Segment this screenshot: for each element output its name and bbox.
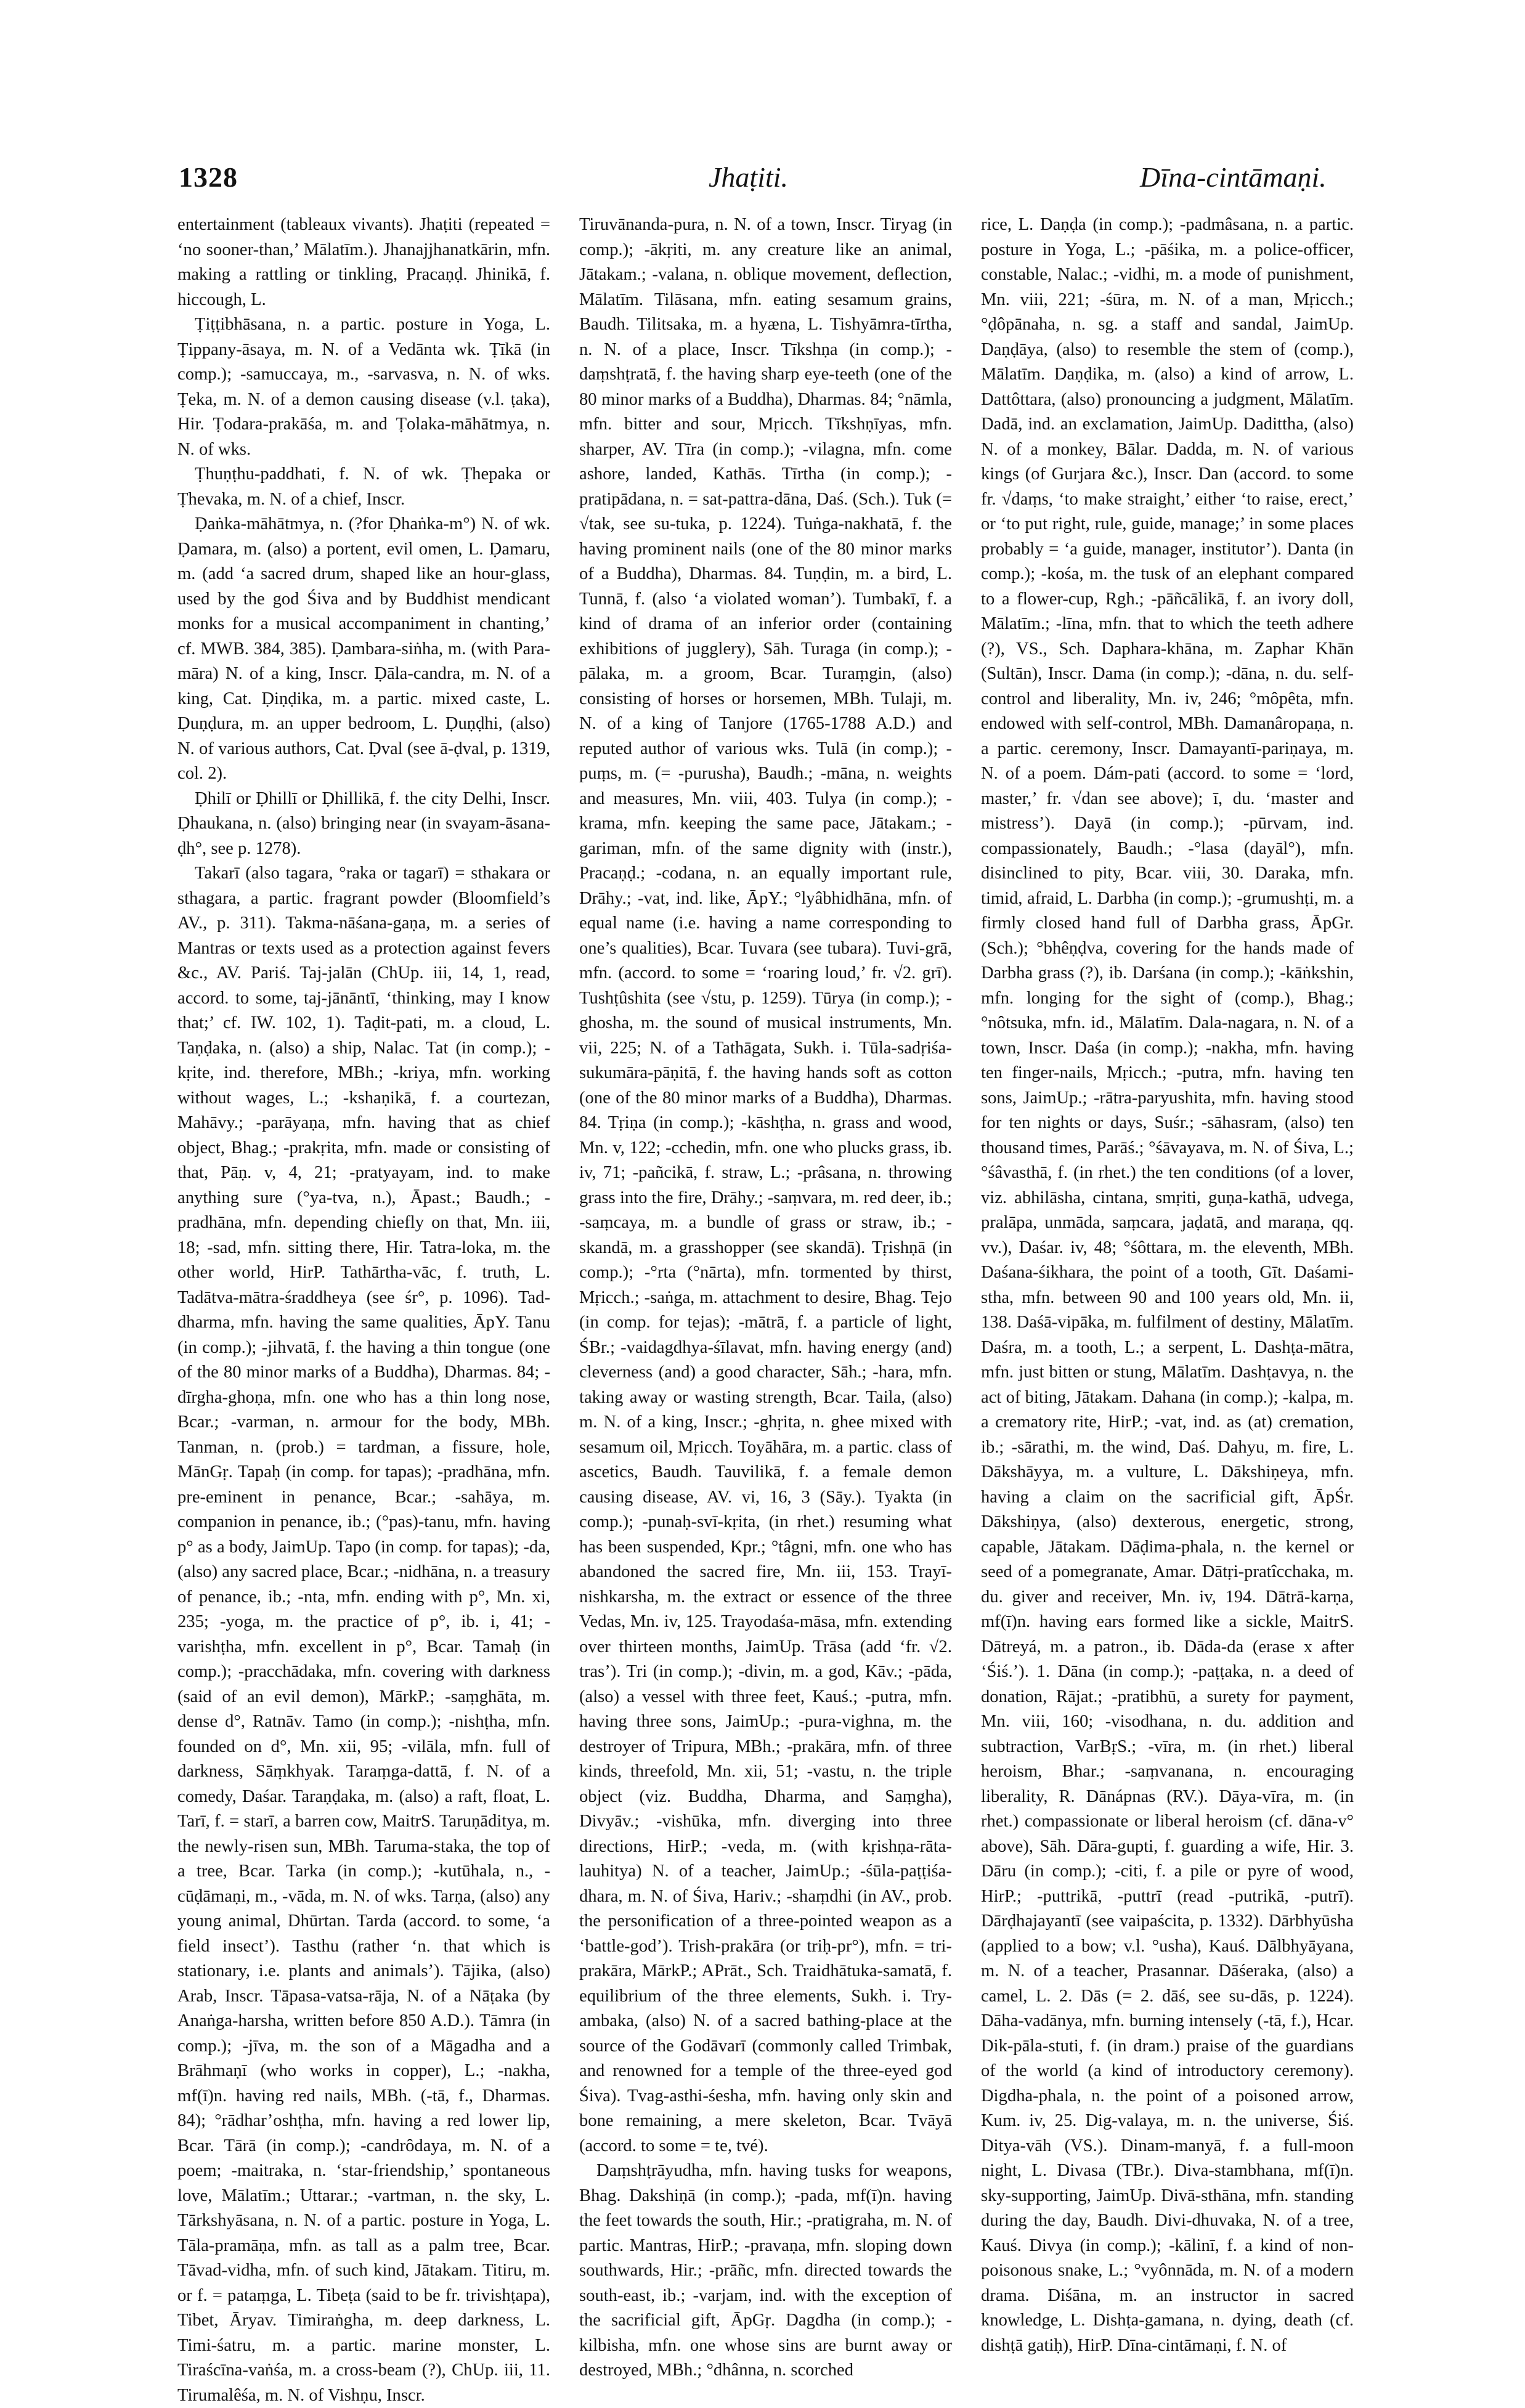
text-column-3	[981, 213, 1354, 2355]
page-number: 1328	[179, 161, 238, 193]
entry-paragraph: Ṭhuṇṭhu-paddhati, f. N. of wk. Ṭhepaka or Ṭhevaka, m. N. of a chief, Inscr.	[177, 464, 550, 509]
entry-paragraph: entertainment (tableaux vivants). Jhaṭiti (repeated = ‘no sooner-than,’ Mālatīm.). Jhanajjhanatkārin, mfn. making a rattling or tinkling, Pracaṇḍ. Jhinikā, f. hiccough, L.	[177, 215, 550, 309]
entry-paragraph: rice, L. Daṇḍa (in comp.); -padmâsana, n. a partic. posture in Yoga, L.; -pāśika, m. a police-officer, constable, Nalac.; -vidhi, m. a mode of punishment, Mn. viii, 221; -śūra, m. N. of a man, Mṛicch.; °ḍôpānaha, n. sg. a staff and sandal, JaimUp. Daṇḍāya, (also) to resemble the stem of (comp.), Mālatīm. Daṇḍika, m. (also) a kind of arrow, L. Dattôttara, (also) pronouncing a judgment, Mālatīm. Dadā, ind. an exclamation, JaimUp. Dadittha, (also) N. of a monkey, Bālar. Dadda, m. N. of various kings (of Gurjara &c.), Inscr. Dan (accord. to some fr. √daṃs, ‘to make straight,’ either ‘to raise, erect,’ or ‘to put right, rule, guide, manage;’ in some places probably = ‘a guide, manager, institutor’). Danta (in comp.); -kośa, m. the tusk of an elephant compared to a flower-cup, Rgh.; -pāñcālikā, f. an ivory doll, Mālatīm.; -līna, mfn. that to which the teeth adhere (?), VS., Sch. Daphara-khāna, m. Zaphar Khān (Sultān), Inscr. Dama (in comp.); -dāna, n. du. self-control and liberality, Mn. iv, 246; °môpêta, mfn. endowed with self-control, MBh. Damanâropaṇa, n. a partic. ceremony, Inscr. Damayantī-pariṇaya, m. N. of a poem. Dám-pati (accord. to some = ‘lord, master,’ fr. √dan see above); ī, du. ‘master and mistress’). Dayā (in comp.); -pūrvam, ind. compassionately, Baudh.; -°lasa (dayāl°), mfn. disinclined to pity, Bcar. viii, 30. Daraka, mfn. timid, afraid, L. Darbha (in comp.); -grumushṭi, m. a firmly closed hand full of Darbha grass, ĀpGr. (Sch.); °bhêṇḍva, covering for the hands made of Darbha grass (?), ib. Darśana (in comp.); -kāṅkshin, mfn. longing for the sight of (comp.), Bhag.; °nôtsuka, mfn. id., Mālatīm. Dala-nagara, n. N. of a town, Inscr. Daśa (in comp.); -nakha, mfn. having ten finger-nails, Mṛicch.; -putra, mfn. having ten sons, JaimUp.; -rātra-paryushita, mfn. having stood for ten nights or days, Suśr.; -sāhasram, (also) ten thousand times, Parāś.; °śāvayava, m. N. of Śiva, L.; °śâvasthā, f. (in rhet.) the ten conditions (of a lover, viz. abhilāsha, cintana, smṛiti, guṇa-kathā, udvega, pralāpa, unmāda, saṃcara, jaḍatā, and maraṇa, qq. vv.), Daśar. iv, 48; °śôttara, m. the eleventh, MBh. Daśana-śikhara, the point of a tooth, Gīt. Daśami-stha, mfn. between 90 and 100 years old, Mn. ii, 138. Daśā-vipāka, m. fulfilment of destiny, Mālatīm. Daśra, m. a tooth, L.; a serpent, L. Dashṭa-mātra, mfn. just bitten or stung, Mālatīm. Dashṭavya, n. the act of biting, Jātakam. Dahana (in comp.); -kalpa, m. a crematory rite, HirP.; -vat, ind. as (at) cremation, ib.; -sārathi, m. the wind, Daś. Dahyu, m. fire, L. Dākshāyya, m. a vulture, L. Dākshiṇeya, mfn. having a claim on the sacrificial gift, ĀpŚr. Dākshiṇya, (also) dexterous, energetic, strong, capable, Jātakam. Dāḍima-phala, n. the kernel or seed of a pomegranate, Amar. Dātṛi-pratîcchaka, m. du. giver and receiver, Mn. iv, 194. Dātrā-karṇa, mf(ī)n. having ears formed like a sickle, MaitrS. Dātreyá, m. a patron., ib. Dāda-da (erase x after ‘Śiś.’). 1. Dāna (in comp.); -paṭṭaka, n. a deed of donation, Rājat.; -pratibhū, a surety for payment, Mn. viii, 160; -visodhana, n. du. addition and subtraction, VarBṛS.; -vīra, m. (in rhet.) liberal heroism, Bhar.; -saṃvanana, n. encouraging liberality, R. Dānápnas (RV.). Dāya-vīra, m. (in rhet.) compassionate or liberal heroism (cf. dāna-v° above), Sāh. Dāra-gupti, f. guarding a wife, Hir. 3. Dāru (in comp.); -citi, f. a pile or pyre of wood, HirP.; -puttrikā, -puttrī (read -putrikā, -putrī). Dārḍhajayantī (see vaipaścita, p. 1332). Dārbhyūsha (applied to a bow; v.l. °usha), Kauś. Dālbhyāyana, m. N. of a teacher, Prasannar. Dāśeraka, (also) a camel, L. 2. Dās (= 2. dāś, see su-dās, p. 1224). Dāha-vadānya, mfn. burning intensely (-tā, f.), Hcar. Dik-pāla-stuti, f. (in dram.) praise of the guardians of the world (a kind of introductory ceremony). Digdha-phala, n. the point of a poisoned arrow, Kum. iv, 25. Dig-valaya, m. n. the universe, Śiś. Ditya-vāh (VS.). Dinam-manyā, f. a full-moon night, L. Divasa (TBr.). Diva-stambhana, mf(ī)n. sky-supporting, JaimUp. Divā-sthāna, mfn. standing during the day, Baudh. Divi-dhuvaka, N. of a tree, Kauś. Divya (in comp.); -kālinī, f. a kind of non-poisonous snake, L.; °vyônnāda, m. N. of a modern drama. Diśāna, m. an instructor in sacred knowledge, L. Dishṭa-gamana, n. dying, death (cf. dishṭā gatiḥ), HirP. Dīna-cintāmaṇi, f. N. of	[981, 215, 1354, 2355]
running-head-first-word: Jhaṭiti.	[709, 161, 789, 193]
text-column-1	[177, 213, 550, 2405]
page-header	[179, 159, 1356, 202]
entry-paragraph: Daṃshṭrāyudha, mfn. having tusks for weapons, Bhag. Dakshiṇā (in comp.); -pada, mf(ī)n. having the feet towards the south, Hir.; -pratigraha, m. N. of partic. Mantras, HirP.; -pravaṇa, mfn. sloping down southwards, Hir.; -prāñc, mfn. directed towards the south-east, ib.; -varjam, ind. with the exception of the sacrificial gift, ĀpGṛ. Dagdha (in comp.); -kilbisha, mfn. one whose sins are burnt away or destroyed, MBh.; °dhânna, n. scorched	[579, 2161, 952, 2380]
running-head-last-word: Dīna-cintāmaṇi.	[1140, 161, 1327, 193]
entry-paragraph: Ṭiṭṭibhāsana, n. a partic. posture in Yoga, L. Ṭippany-āsaya, m. N. of a Vedānta wk. Ṭīkā (in comp.); -samuccaya, m., -sarvasva, n. N. of wks. Ṭeka, m. N. of a demon causing disease (v.l. ṭaka), Hir. Ṭodara-prakāśa, m. and Ṭolaka-māhātmya, n. N. of wks.	[177, 315, 550, 459]
entry-paragraph: Ḍhilī or Ḍhillī or Ḍhillikā, f. the city Delhi, Inscr. Ḍhaukana, n. (also) bringing near (in svayam-āsana-ḍh°, see p. 1278).	[177, 788, 550, 858]
entry-paragraph: Ḍaṅka-māhātmya, n. (?for Ḍhaṅka-m°) N. of wk. Ḍamara, m. (also) a portent, evil omen, L. Ḍamaru, m. (add ‘a sacred drum, shaped like an hour-glass, used by the god Śiva and by Buddhist mendicant monks for a musical accompaniment in chanting,’ cf. MWB. 384, 385). Ḍambara-siṅha, m. (with Para-māra) N. of a king, Inscr. Ḍāla-candra, m. N. of a king, Cat. Ḍiṇḍika, m. a partic. mixed caste, L. Ḍuṇḍura, m. an upper bedroom, L. Ḍuṇḍhi, (also) N. of various authors, Cat. Ḍval (see ā-ḍval, p. 1319, col. 2).	[177, 514, 550, 783]
entry-paragraph: Takarī (also tagara, °raka or tagarī) = sthakara or sthagara, a partic. fragrant powder (Bloomfield’s AV., p. 311). Takma-nāśana-gaṇa, m. a series of Mantras or texts used as a protection against fevers &c., AV. Pariś. Taj-jalān (ChUp. iii, 14, 1, read, accord. to some, taj-jānāntī, ‘thinking, may I know that;’ cf. IW. 102, 1). Taḍit-pati, m. a cloud, L. Taṇḍaka, n. (also) a ship, Nalac. Tat (in comp.); -kṛite, ind. therefore, MBh.; -kriya, mfn. working without wages, L.; -kshaṇikā, f. a courtezan, Mahāvy.; -parāyaṇa, mfn. having that as chief object, Bhag.; -prakṛita, mfn. made or consisting of that, Pāṇ. v, 4, 21; -pratyayam, ind. to make anything sure (°ya-tva, n.), Āpast.; Baudh.; -pradhāna, mfn. depending chiefly on that, Mn. iii, 18; -sad, mfn. sitting there, Hir. Tatra-loka, m. the other world, HirP. Tathārtha-vāc, f. truth, L. Tadātva-mātra-śraddheya (see śr°, p. 1096). Tad-dharma, mfn. having the same qualities, ĀpY. Tanu (in comp.); -jihvatā, f. the having a thin tongue (one of the 80 minor marks of a Buddha), Dharmas. 84; -dīrgha-ghoṇa, mfn. one who has a thin long nose, Bcar.; -varman, n. armour for the body, MBh. Tanman, n. (prob.) = tardman, a fissure, hole, MānGṛ. Tapaḥ (in comp. for tapas); -pradhāna, mfn. pre-eminent in penance, Bcar.; -sahāya, m. companion in penance, ib.; (°pas)-tanu, mfn. having p° as a body, JaimUp. Tapo (in comp. for tapas); -da, (also) any sacred place, Bcar.; -nidhāna, n. a treasury of penance, ib.; -nta, mfn. ending with p°, Mn. xi, 235; -yoga, m. the practice of p°, ib. i, 41; -varishṭha, mfn. excellent in p°, Bcar. Tamaḥ (in comp.); -pracchādaka, mfn. covering with darkness (said of an evil demon), MārkP.; -saṃghāta, m. dense d°, Ratnāv. Tamo (in comp.); -nishṭha, mfn. founded on d°, Mn. xii, 95; -vilāla, mfn. full of darkness, Sāṃkhyak. Taraṃga-dattā, f. N. of a comedy, Daśar. Taraṇḍaka, m. (also) a raft, float, L. Tarī, f. = starī, a barren cow, MaitrS. Taruṇāditya, m. the newly-risen sun, MBh. Taruma-staka, the top of a tree, Bcar. Tarka (in comp.); -kutūhala, n., -cūḍāmaṇi, m., -vāda, m. N. of wks. Tarṇa, (also) any young animal, Dhūrtan. Tarda (accord. to some, ‘a field insect’). Tasthu (rather ‘n. that which is stationary, i.e. plants and animals’). Tājika, (also) Arab, Inscr. Tāpasa-vatsa-rāja, N. of a Nāṭaka (by Anaṅga-harsha, written before 850 A.D.). Tāmra (in comp.); -jīva, m. the son of a Māgadha and a Brāhmaṇī (who works in copper), L.; -nakha, mf(ī)n. having red nails, MBh. (-tā, f., Dharmas. 84); °rādhar’oshṭha, mfn. having a red lower lip, Bcar. Tārā (in comp.); -candrôdaya, m. N. of a poem; -maitraka, n. ‘star-friendship,’ spontaneous love, Mālatīm.; Uttarar.; -vartman, n. the sky, L. Tārkshyāsana, n. N. of a partic. posture in Yoga, L. Tāla-pramāṇa, mfn. as tall as a palm tree, Bcar. Tāvad-vidha, mfn. of such kind, Jātakam. Titiru, m. or f. = pataṃga, L. Tibeṭa (said to be fr. trivishṭapa), Tibet, Āryav. Timiraṅgha, m. deep darkness, L. Timi-śatru, m. a partic. marine monster, L. Tiraścīna-vaṅśa, m. a cross-beam (?), ChUp. iii, 11. Tirumalêśa, m. N. of Vishṇu, Inscr.	[177, 864, 550, 2405]
entry-paragraph: Tiruvānanda-pura, n. N. of a town, Inscr. Tiryag (in comp.); -ākṛiti, m. any creature like an animal, Jātakam.; -valana, n. oblique movement, deflection, Mālatīm. Tilāsana, mfn. eating sesamum grains, Baudh. Tilitsaka, m. a hyæna, L. Tishyāmra-tīrtha, n. N. of a place, Inscr. Tīkshṇa (in comp.); -daṃshṭratā, f. the having sharp eye-teeth (one of the 80 minor marks of a Buddha), Dharmas. 84; °nāmla, mfn. bitter and sour, Mṛicch. Tīkshṇīyas, mfn. sharper, AV. Tīra (in comp.); -vilagna, mfn. come ashore, landed, Kathās. Tīrtha (in comp.); -pratipādana, n. = sat-pattra-dāna, Daś. (Sch.). Tuk (= √tak, see su-tuka, p. 1224). Tuṅga-nakhatā, f. the having prominent nails (one of the 80 minor marks of a Buddha), Dharmas. 84. Tuṇḍin, m. a bird, L. Tunnā, f. (also ‘a violated woman’). Tumbakī, f. a kind of drama of an inferior order (containing exhibitions of jugglery), Sāh. Turaga (in comp.); -pālaka, m. a groom, Bcar. Turaṃgin, (also) consisting of horses or horsemen, MBh. Tulaji, m. N. of a king of Tanjore (1765-1788 A.D.) and reputed author of various wks. Tulā (in comp.); -puṃs, m. (= -purusha), Baudh.; -māna, n. weights and measures, Mn. viii, 403. Tulya (in comp.); -krama, mfn. keeping the same pace, Jātakam.; -gariman, mfn. of the same dignity with (instr.), Pracaṇḍ.; -codana, n. an equally important rule, Drāhy.; -vat, ind. like, ĀpY.; °lyâbhidhāna, mfn. of equal name (i.e. having a name corresponding to one’s qualities), Bcar. Tuvara (see tubara). Tuvi-grā, mfn. (accord. to some = ‘roaring loud,’ fr. √2. grī). Tushṭûshita (see √stu, p. 1259). Tūrya (in comp.); -ghosha, m. the sound of musical instruments, Mn. vii, 225; N. of a Tathāgata, Sukh. i. Tūla-sadṛiśa-sukumāra-pāṇitā, f. the having hands soft as cotton (one of the 80 minor marks of a Buddha), Dharmas. 84. Tṛiṇa (in comp.); -kāshṭha, n. grass and wood, Mn. v, 122; -cchedin, mfn. one who plucks grass, ib. iv, 71; -pañcikā, f. straw, L.; -prâsana, n. throwing grass into the fire, Drāhy.; -saṃvara, m. red deer, ib.; -saṃcaya, m. a bundle of grass or straw, ib.; -skandā, m. a grasshopper (see skandā). Tṛishṇā (in comp.); -°rta (°nārta), mfn. tormented by thirst, Mṛicch.; -saṅga, m. attachment to desire, Bhag. Tejo (in comp. for tejas); -mātrā, f. a particle of light, ŚBr.; -vaidagdhya-śīlavat, mfn. having energy (and) cleverness (and) a good character, Sāh.; -hara, mfn. taking away or wasting strength, Bcar. Taila, (also) m. N. of a king, Inscr.; -ghṛita, n. ghee mixed with sesamum oil, Mṛicch. Toyāhāra, m. a partic. class of ascetics, Baudh. Tauvilikā, f. a female demon causing disease, AV. vi, 16, 3 (Sāy.). Tyakta (in comp.); -punaḥ-svī-kṛita, (in rhet.) resuming what has been suspended, Kpr.; °tâgni, mfn. one who has abandoned the sacred fire, Mn. iii, 153. Trayī-nishkarsha, m. the extract or essence of the three Vedas, Mn. iv, 125. Trayodaśa-māsa, mfn. extending over thirteen months, JaimUp. Trāsa (add ‘fr. √2. tras’). Tri (in comp.); -divin, m. a god, Kāv.; -pāda, (also) a vessel with three feet, Kauś.; -putra, mfn. having three sons, JaimUp.; -pura-vighna, m. the destroyer of Tripura, MBh.; -prakāra, mfn. of three kinds, threefold, Mn. xii, 51; -vastu, n. the triple object (viz. Buddha, Dharma, and Saṃgha), Divyāv.; -vishūka, mfn. diverging into three directions, HirP.; -veda, m. (with kṛishṇa-rāta-lauhitya) N. of a teacher, JaimUp.; -śūla-paṭṭiśa-dhara, m. N. of Śiva, Hariv.; -shaṃdhi (in AV., prob. the personification of a three-pointed weapon as a ‘battle-god’). Trish-prakāra (or triḥ-pr°), mfn. = tri-prakāra, MārkP.; APrāt., Sch. Traidhātuka-samatā, f. equilibrium of the three elements, Sukh. i. Try-ambaka, (also) N. of a sacred bathing-place at the source of the Godāvarī (commonly called Trimbak, and renowned for a temple of the three-eyed god Śiva). Tvag-asthi-śesha, mfn. having only skin and bone remaining, a mere skeleton, Bcar. Tvāyā (accord. to some = te, tvé).	[579, 215, 952, 2155]
text-column-2	[579, 213, 952, 2380]
